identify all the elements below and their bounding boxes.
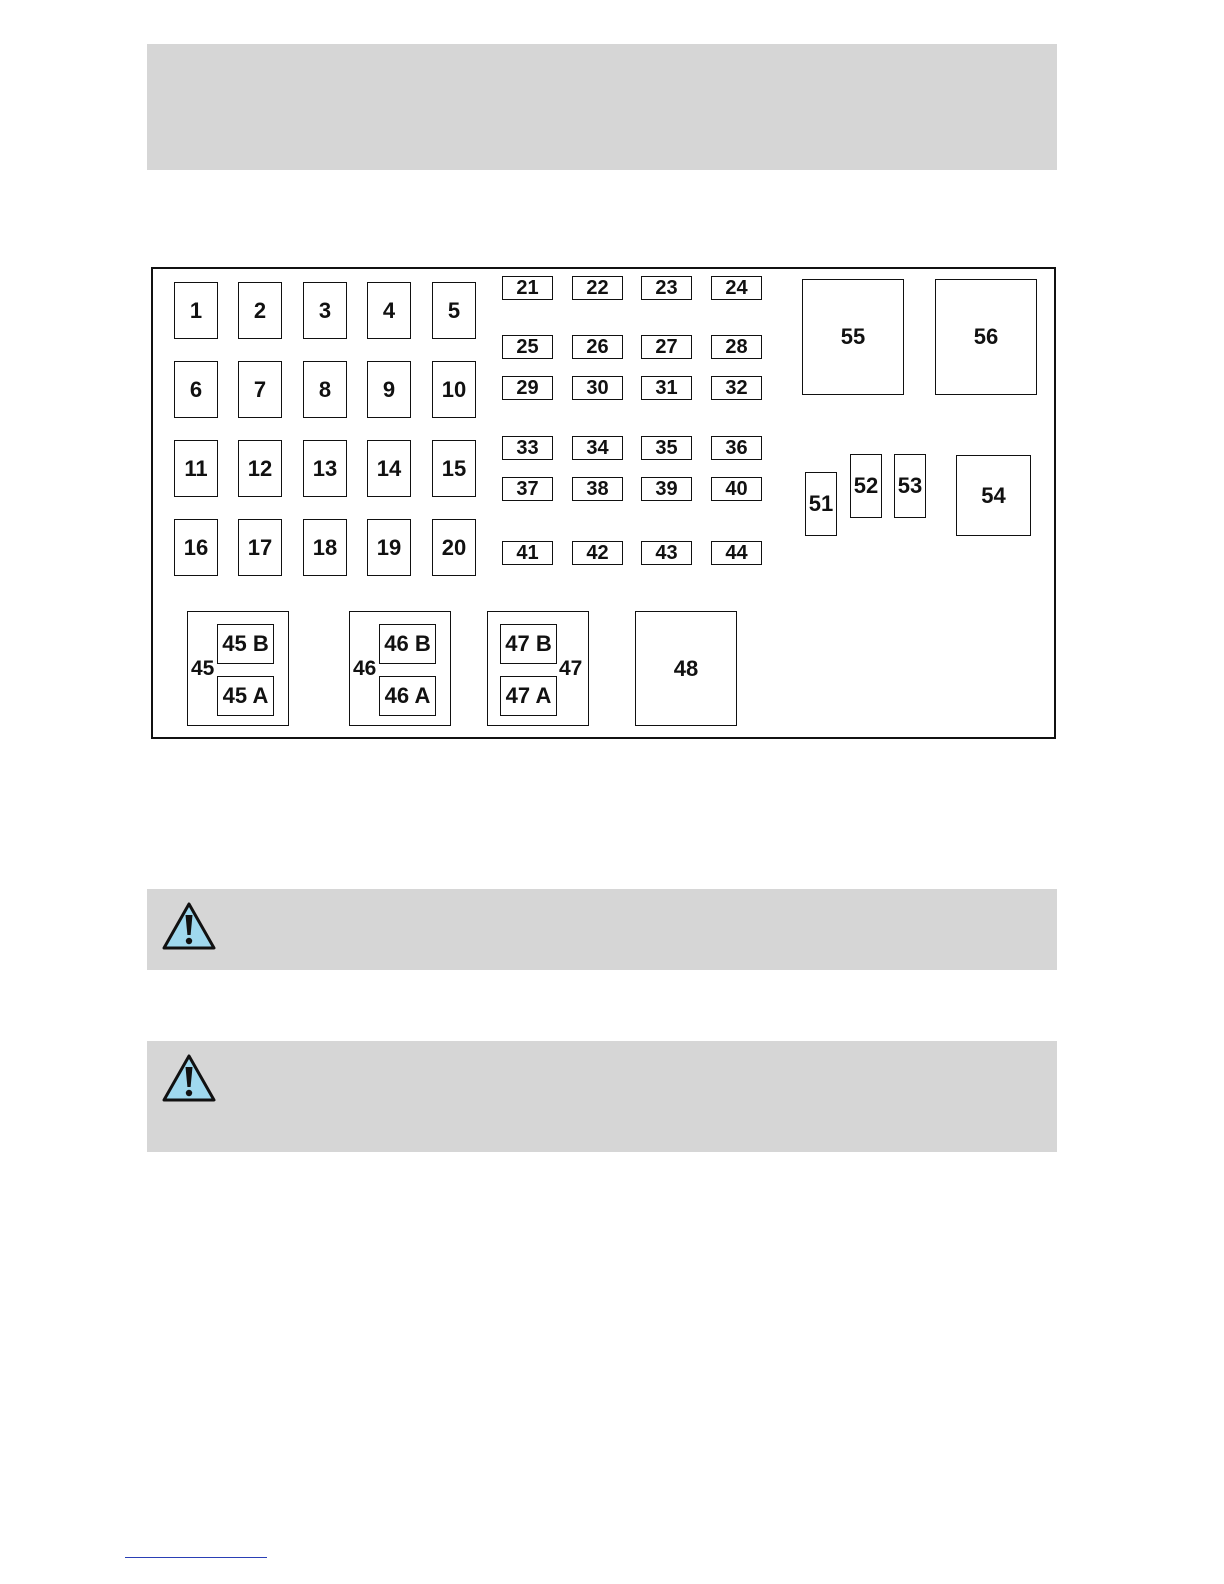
warning-box <box>147 1041 1057 1152</box>
relay-45b: 45 B <box>217 624 274 664</box>
fuse-29: 29 <box>502 376 553 400</box>
fuse-39: 39 <box>641 477 692 501</box>
fuse-13: 13 <box>303 440 347 497</box>
fuse-30: 30 <box>572 376 623 400</box>
fuse-37: 37 <box>502 477 553 501</box>
fuse-38: 38 <box>572 477 623 501</box>
fuse-21: 21 <box>502 276 553 300</box>
fuse-12: 12 <box>238 440 282 497</box>
fuse-32: 32 <box>711 376 762 400</box>
fuse-35: 35 <box>641 436 692 460</box>
fuse-3: 3 <box>303 282 347 339</box>
relay-55: 55 <box>802 279 904 395</box>
relay-48: 48 <box>635 611 737 726</box>
fuse-40: 40 <box>711 477 762 501</box>
fuse-36: 36 <box>711 436 762 460</box>
relay-53: 53 <box>894 454 926 518</box>
fuse-panel-diagram <box>151 267 1056 739</box>
relay-54: 54 <box>956 455 1031 536</box>
fuse-24: 24 <box>711 276 762 300</box>
warning-triangle-icon <box>161 1053 217 1103</box>
fuse-25: 25 <box>502 335 553 359</box>
fuse-31: 31 <box>641 376 692 400</box>
relay-47-label: 47 <box>559 657 583 680</box>
fuse-44: 44 <box>711 541 762 565</box>
fuse-43: 43 <box>641 541 692 565</box>
relay-45-label: 45 <box>191 657 215 680</box>
fuse-5: 5 <box>432 282 476 339</box>
fuse-15: 15 <box>432 440 476 497</box>
fuse-18: 18 <box>303 519 347 576</box>
relay-46-label: 46 <box>353 657 377 680</box>
relay-47a: 47 A <box>500 676 557 716</box>
fuse-17: 17 <box>238 519 282 576</box>
fuse-11: 11 <box>174 440 218 497</box>
header-band <box>147 44 1057 170</box>
relay-45a: 45 A <box>217 676 274 716</box>
warning-box <box>147 889 1057 970</box>
relay-47b: 47 B <box>500 624 557 664</box>
fuse-19: 19 <box>367 519 411 576</box>
fuse-42: 42 <box>572 541 623 565</box>
fuse-4: 4 <box>367 282 411 339</box>
fuse-22: 22 <box>572 276 623 300</box>
fuse-14: 14 <box>367 440 411 497</box>
fuse-23: 23 <box>641 276 692 300</box>
fuse-1: 1 <box>174 282 218 339</box>
footer-rule <box>125 1557 267 1558</box>
fuse-27: 27 <box>641 335 692 359</box>
fuse-41: 41 <box>502 541 553 565</box>
relay-51: 51 <box>805 472 837 536</box>
relay-46a: 46 A <box>379 676 436 716</box>
fuse-16: 16 <box>174 519 218 576</box>
relay-56: 56 <box>935 279 1037 395</box>
fuse-2: 2 <box>238 282 282 339</box>
relay-46b: 46 B <box>379 624 436 664</box>
fuse-9: 9 <box>367 361 411 418</box>
fuse-7: 7 <box>238 361 282 418</box>
fuse-33: 33 <box>502 436 553 460</box>
fuse-10: 10 <box>432 361 476 418</box>
fuse-26: 26 <box>572 335 623 359</box>
fuse-8: 8 <box>303 361 347 418</box>
fuse-34: 34 <box>572 436 623 460</box>
relay-52: 52 <box>850 454 882 518</box>
warning-triangle-icon <box>161 901 217 951</box>
fuse-28: 28 <box>711 335 762 359</box>
fuse-6: 6 <box>174 361 218 418</box>
fuse-20: 20 <box>432 519 476 576</box>
